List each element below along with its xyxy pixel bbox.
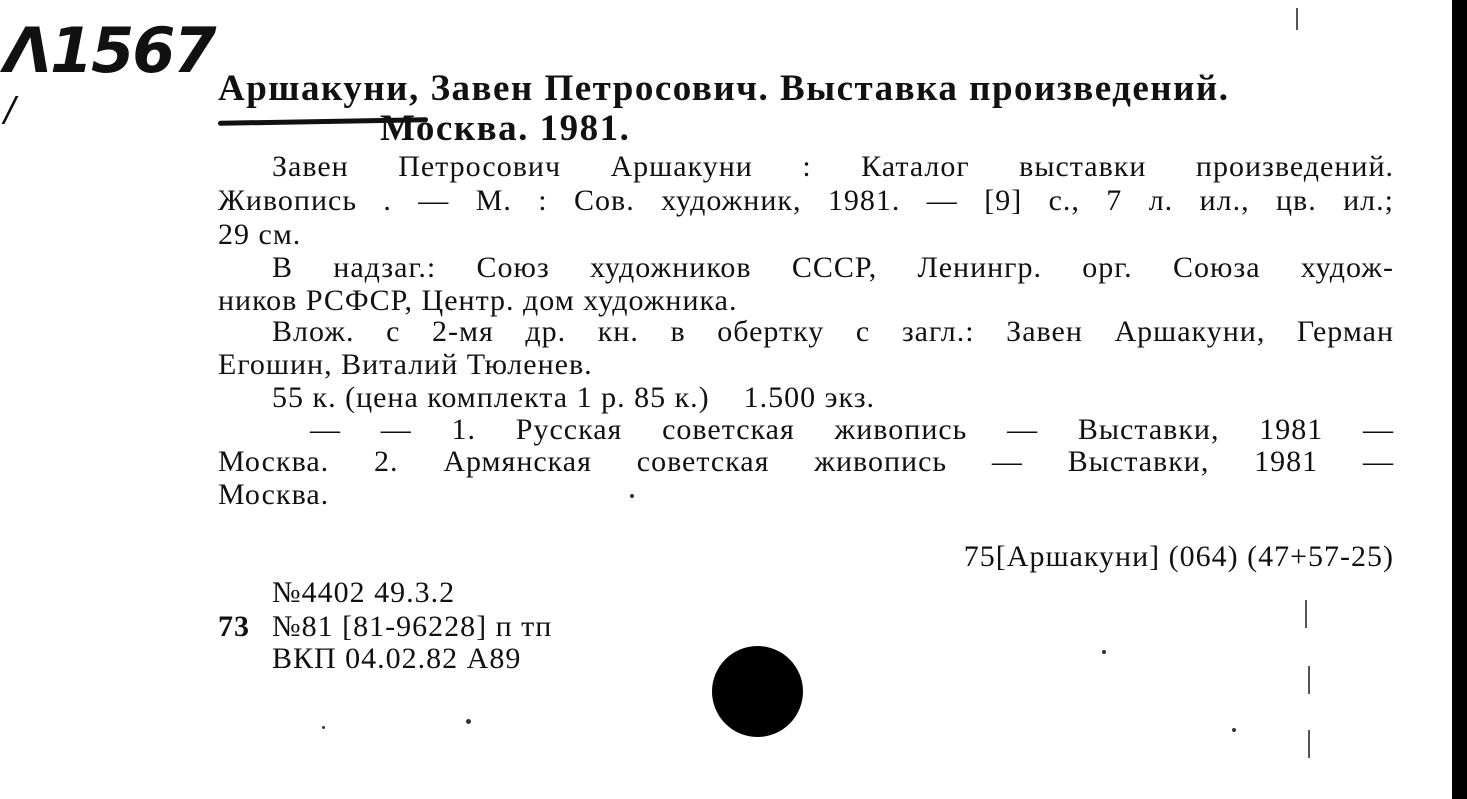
scan-speck xyxy=(1232,728,1236,732)
body-line-4: В надзаг.: Союз художников СССР, Ленингр. орг. Союза худож- xyxy=(272,251,1394,284)
scan-mark xyxy=(1308,730,1310,758)
body-line-1: Завен Петросович Аршакуни : Каталог выставки произведений. xyxy=(272,150,1394,183)
scan-speck xyxy=(322,726,325,729)
card-edge-shadow xyxy=(1452,0,1467,799)
body-line-3: 29 см. xyxy=(218,218,302,251)
handwritten-accession-number: Λ1567 xyxy=(4,14,215,87)
body-line-9: — — 1. Русская советская живопись — Выставки, 1981 — xyxy=(310,413,1394,446)
heading-line-2: Москва. 1981. xyxy=(380,108,631,149)
body-line-11: Москва. xyxy=(218,478,330,511)
classification-index: 75[Аршакуни] (064) (47+57-25) xyxy=(963,540,1394,573)
body-line-5: ников РСФСР, Центр. дом художника. xyxy=(218,284,738,317)
body-line-10: Москва. 2. Армянская советская живопись — Выставки, 1981 — xyxy=(218,445,1394,478)
body-line-7: Егошин, Виталий Тюленев. xyxy=(218,348,593,381)
scan-mark xyxy=(1296,8,1298,30)
footer-line-2-prefix: 73 xyxy=(218,610,250,643)
scan-speck xyxy=(630,494,634,498)
body-line-8: 55 к. (цена комплекта 1 р. 85 к.) 1.500 экз. xyxy=(272,381,876,414)
scan-mark xyxy=(1308,666,1310,694)
footer-line-3: ВКП 04.02.82 А89 xyxy=(272,642,522,675)
footer-line-2: №81 [81-96228] п тп xyxy=(272,610,553,643)
scan-mark xyxy=(1305,600,1307,628)
scan-speck xyxy=(466,719,471,724)
body-line-2: Живопись . — М. : Сов. художник, 1981. — [9] с., 7 л. ил., цв. ил.; xyxy=(218,184,1394,217)
footer-line-1: №4402 49.3.2 xyxy=(272,576,456,609)
handwritten-mark: / xyxy=(4,90,16,130)
punch-hole xyxy=(712,646,803,737)
body-line-6: Влож. с 2-мя др. кн. в обертку с загл.: Завен Аршакуни, Герман xyxy=(272,315,1394,348)
scan-speck xyxy=(1102,650,1106,654)
heading-line-1: Аршакуни, Завен Петросович. Выставка произведений. xyxy=(218,68,1230,109)
